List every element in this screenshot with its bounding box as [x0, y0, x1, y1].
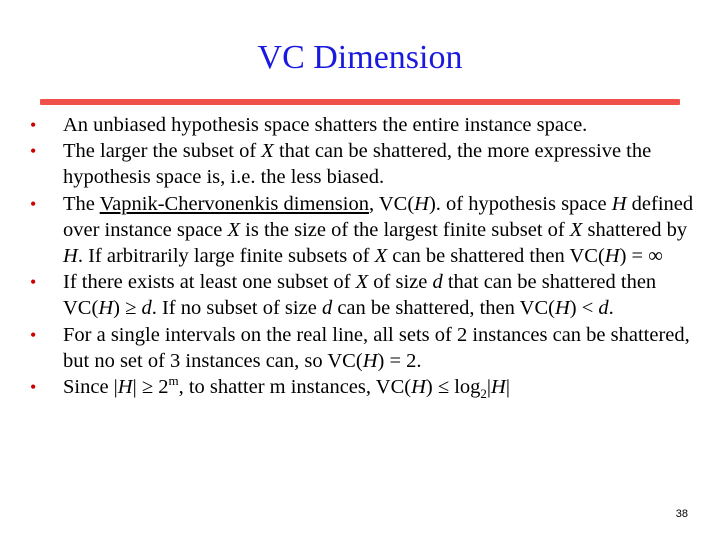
bullet-item-6 [30, 374, 700, 400]
bullet-icon: • [30, 272, 37, 293]
text-segment: If there exists at least one subset of [63, 271, 356, 294]
math-var: X [355, 271, 369, 294]
math-var: H [63, 245, 78, 268]
vc-dimension-link[interactable]: Vapnik-Chervonenkis dimension [99, 192, 369, 215]
bullet-text [63, 373, 510, 402]
text-segment: . [608, 297, 614, 320]
subscript: 2 [480, 386, 487, 402]
text-segment: of size [368, 271, 433, 294]
bullet-icon: • [30, 193, 37, 214]
text-segment: | [505, 376, 510, 399]
math-var: X [261, 140, 274, 163]
text-segment: , to shatter m instances, VC( [178, 376, 412, 399]
title-divider [40, 99, 680, 105]
text-segment: | ≥ 2 [132, 376, 169, 399]
bullet-text [63, 271, 656, 319]
bullet-item-3 [30, 191, 700, 270]
text-segment: ) ≤ log [425, 376, 481, 399]
math-var: H [554, 297, 570, 320]
bullet-item-4 [30, 269, 700, 321]
bullet-icon: • [30, 115, 37, 135]
bullet-icon: • [30, 141, 37, 162]
text-segment: Since | [63, 376, 118, 399]
text-segment: ) = ∞ [619, 245, 663, 268]
math-var: d [321, 297, 333, 320]
bullet-item-2 [30, 138, 700, 190]
math-var: H [117, 376, 133, 399]
text-segment: , VC( [368, 192, 415, 215]
text-segment: An unbiased hypothesis space shatters the entire instance space. [63, 114, 588, 136]
text-segment: . If no subset of size [151, 297, 322, 320]
text-segment: that can be shattered then VC( [63, 271, 657, 320]
text-segment: For a single intervals on the real line, all sets of 2 instances can be shattered, but no set of 3 instances can, so VC( [63, 323, 690, 372]
text-segment: can be shattered, then VC( [332, 297, 555, 320]
text-segment: The [63, 192, 100, 215]
math-var: d [598, 297, 609, 320]
text-segment: ) ≥ [113, 297, 142, 320]
bullet-list [30, 112, 700, 400]
bullet-text [63, 324, 690, 372]
math-var: H [491, 376, 506, 399]
text-segment: . If arbitrarily large finite subsets of [77, 245, 375, 268]
bullet-text [63, 193, 693, 267]
math-var: H [411, 376, 426, 399]
text-segment: The larger the subset of [63, 140, 262, 163]
math-var: X [374, 245, 388, 268]
bullet-item-1 [30, 112, 700, 138]
bullet-icon: • [30, 377, 37, 398]
text-segment: that can be shattered, the more expressive the hypothesis space is, i.e. the less biased. [63, 140, 652, 189]
text-segment: is the size of the largest finite subset of [240, 218, 570, 241]
math-var: X [569, 218, 583, 241]
math-var: H [98, 297, 114, 320]
text-segment: defined over instance space [63, 192, 694, 241]
bullet-text [63, 114, 587, 136]
superscript: m [168, 373, 179, 389]
math-var: H [362, 349, 378, 372]
bullet-icon: • [30, 324, 37, 345]
math-var: H [414, 192, 429, 215]
math-var: d [141, 297, 152, 320]
slide-title: VC Dimension [257, 39, 463, 76]
bullet-text [63, 140, 651, 188]
math-var: X [227, 218, 241, 241]
page-number: 38 [675, 508, 688, 520]
text-segment: ) < [569, 297, 599, 320]
math-var: H [604, 245, 620, 268]
bullet-item-5 [30, 322, 700, 374]
text-segment: | [486, 376, 492, 399]
text-segment: can be shattered then VC( [387, 245, 605, 268]
math-var: H [611, 192, 627, 215]
text-segment: ). of hypothesis space [428, 192, 612, 215]
text-segment: shattered by [582, 218, 688, 241]
math-var: d [432, 271, 443, 294]
text-segment: ) = 2. [377, 349, 422, 372]
